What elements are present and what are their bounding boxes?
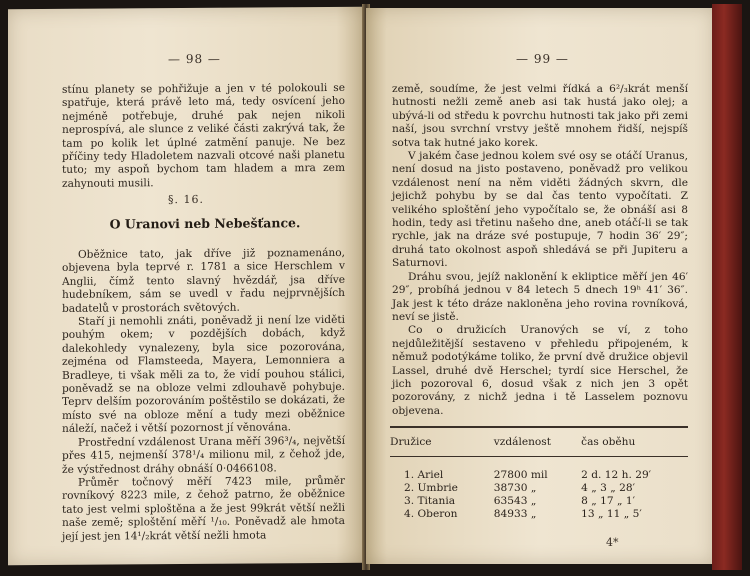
signature-mark: 4*: [606, 536, 619, 549]
paragraph-text: Prostřední vzdálenost Urana měří 396³/₄, největší přes 415, nejmenší 378¹/₄ milionu mil, z čehož jde, že výstřednost dráhy obnáší 0·0466108.: [62, 434, 345, 476]
moons-table: [390, 426, 688, 521]
table-cell: 38730 „: [493, 482, 537, 494]
table-cell: 2 d. 12 h. 29′: [581, 469, 652, 481]
paragraph: [392, 83, 688, 418]
paragraph: [62, 247, 345, 544]
table-row: [390, 469, 688, 482]
column-header: čas oběhu: [581, 427, 688, 457]
table-header-row: [390, 427, 688, 457]
column-header: vzdálenost: [494, 427, 581, 457]
table-cell: 2. Umbrie: [404, 482, 458, 494]
table-cell: 4. Oberon: [404, 508, 458, 520]
section-heading: O Uranovi neb Nebešťance.: [109, 215, 301, 232]
page-number: — 98 —: [168, 51, 221, 67]
section-number: §. 16.: [168, 192, 204, 207]
paragraph-text: Oběžnice tato, jak dříve již poznamenáno, objevena byla teprvé r. 1781 a sice Herschlem v Anglii, čímž tento slavný hvězdář, jsa dříve hudebníkem, sám se uvedl v řadu nejprvnějších badatelů v prostorách světových.: [62, 246, 345, 315]
table-cell: 27800 mil: [493, 469, 548, 481]
table-row: [390, 482, 688, 495]
column-header: Družice: [390, 427, 494, 457]
table-cell: 13 „ 11 „ 5′: [581, 508, 642, 520]
paragraph-text: země, soudíme, že jest velmi řídká a 6²/₃krát menší hutnosti nežli země aneb asi tak hustá jako olej; a ubývá-li od středu k povrchu hutnosti tak jako při zemi naší, jsou svrchní vrstvy ještě mnohem řidší, nejspíš sotva tak hutné jako korek.: [392, 83, 688, 149]
table-row: [390, 495, 688, 508]
table-row: [390, 508, 688, 521]
paragraph-text: Průměr točnový měří 7423 mile, průměr rovníkový 8223 mile, z čehož patrno, že oběžnice tato jest velmi sploštěna a že jest 99krát větší nežli naše země; sploštění měří ¹/₁₀. Poněvadž ale hmota její jest jen 14¹/₂krát větší nežli hmota: [62, 474, 345, 543]
table-cell: 1. Ariel: [404, 469, 444, 481]
table-cell: 3. Titania: [404, 495, 456, 507]
right-page: [366, 8, 714, 564]
paragraph-text: Dráhu svou, jejíž naklonění k ekliptice měří jen 46′ 29″, probíhá jednou v 84 letech 5 dnech 19ʰ 41′ 36″. Jak jest k této dráze nakloněna jeho rovina rovníková, neví se jistě.: [392, 270, 688, 323]
page-number: — 99 —: [516, 52, 569, 66]
open-book: [8, 4, 742, 570]
paragraph-text: stínu planety se pohřižuje a jen v té polokouli se spatřuje, která právě leto má, tedy osvícení jeho nejméně potřebuje, druhé pak nejen nikoli neprospívá, ale slunce z veliké části zakrývá tak, že tam po kolik let úplné zatmění panuje. Ne bez příčiny tedy Hladoletem nazvali otcové naši planetu tuto; my aspoň bychom tam hladem a mra zem zahynouti musili.: [62, 81, 345, 190]
table-cell: 84933 „: [493, 508, 537, 520]
paragraph-text: Co o družicích Uranových se ví, z toho nejdůležitější sestaveno v přehledu připojeném, k němuž podotýkáme toliko, že první dvě družice objevil Lassel, druhé dvě Herschel; tyrdí sice Herschel, že jich pozoroval 6, dosud však z nich jen 3 opět pozorovány, z nichž jedna i tě Lasselem poznovu objevena.: [392, 324, 688, 417]
table-cell: 63543 „: [493, 495, 537, 507]
book-cover-edge: [712, 4, 742, 570]
left-page: [8, 7, 365, 565]
paragraph-text: V jakém čase jednou kolem své osy se otáčí Uranus, není dosud na jisto postaveno, poněvadž pro velikou vzdálenost není na něm viděti žádných skvrn, dle jejichž pohybu by se dal čas tento vypočítati. Z velikého sploštění jeho vypočítalo se, že obnáší asi 8 hodin, tedy asi třetinu našeho dne, aneb otáčí-li se tak rychle, jak na dráze své postupuje, 7 hodin 36′ 29″; druhá tato okolnost aspoň shledává se při Jupiteru a Saturnovi.: [392, 150, 688, 270]
table-cell: 8 „ 17 „ 1′: [581, 495, 635, 507]
paragraph-text: Staří ji nemohli znáti, poněvadž ji není lze viděti pouhým okem; v pozdějších dobách, když dalekohledy vynalezeny, byla sice pozorována, zejména od Flamsteeda, Mayera, Lemonniera a Bradleye, ti však měli za to, že vidí pouhou stálici, poněvadž se na obloze velmi zdlouhavě pohybuje. Teprv delším pozorováním poštěstilo se dokázati, že místo své na obloze mění a tudy mezi oběžnice náleží, načež i větší pozornost jí věnována.: [62, 313, 345, 436]
table-cell: 4 „ 3 „ 28′: [581, 482, 635, 494]
paragraph: [62, 82, 345, 191]
